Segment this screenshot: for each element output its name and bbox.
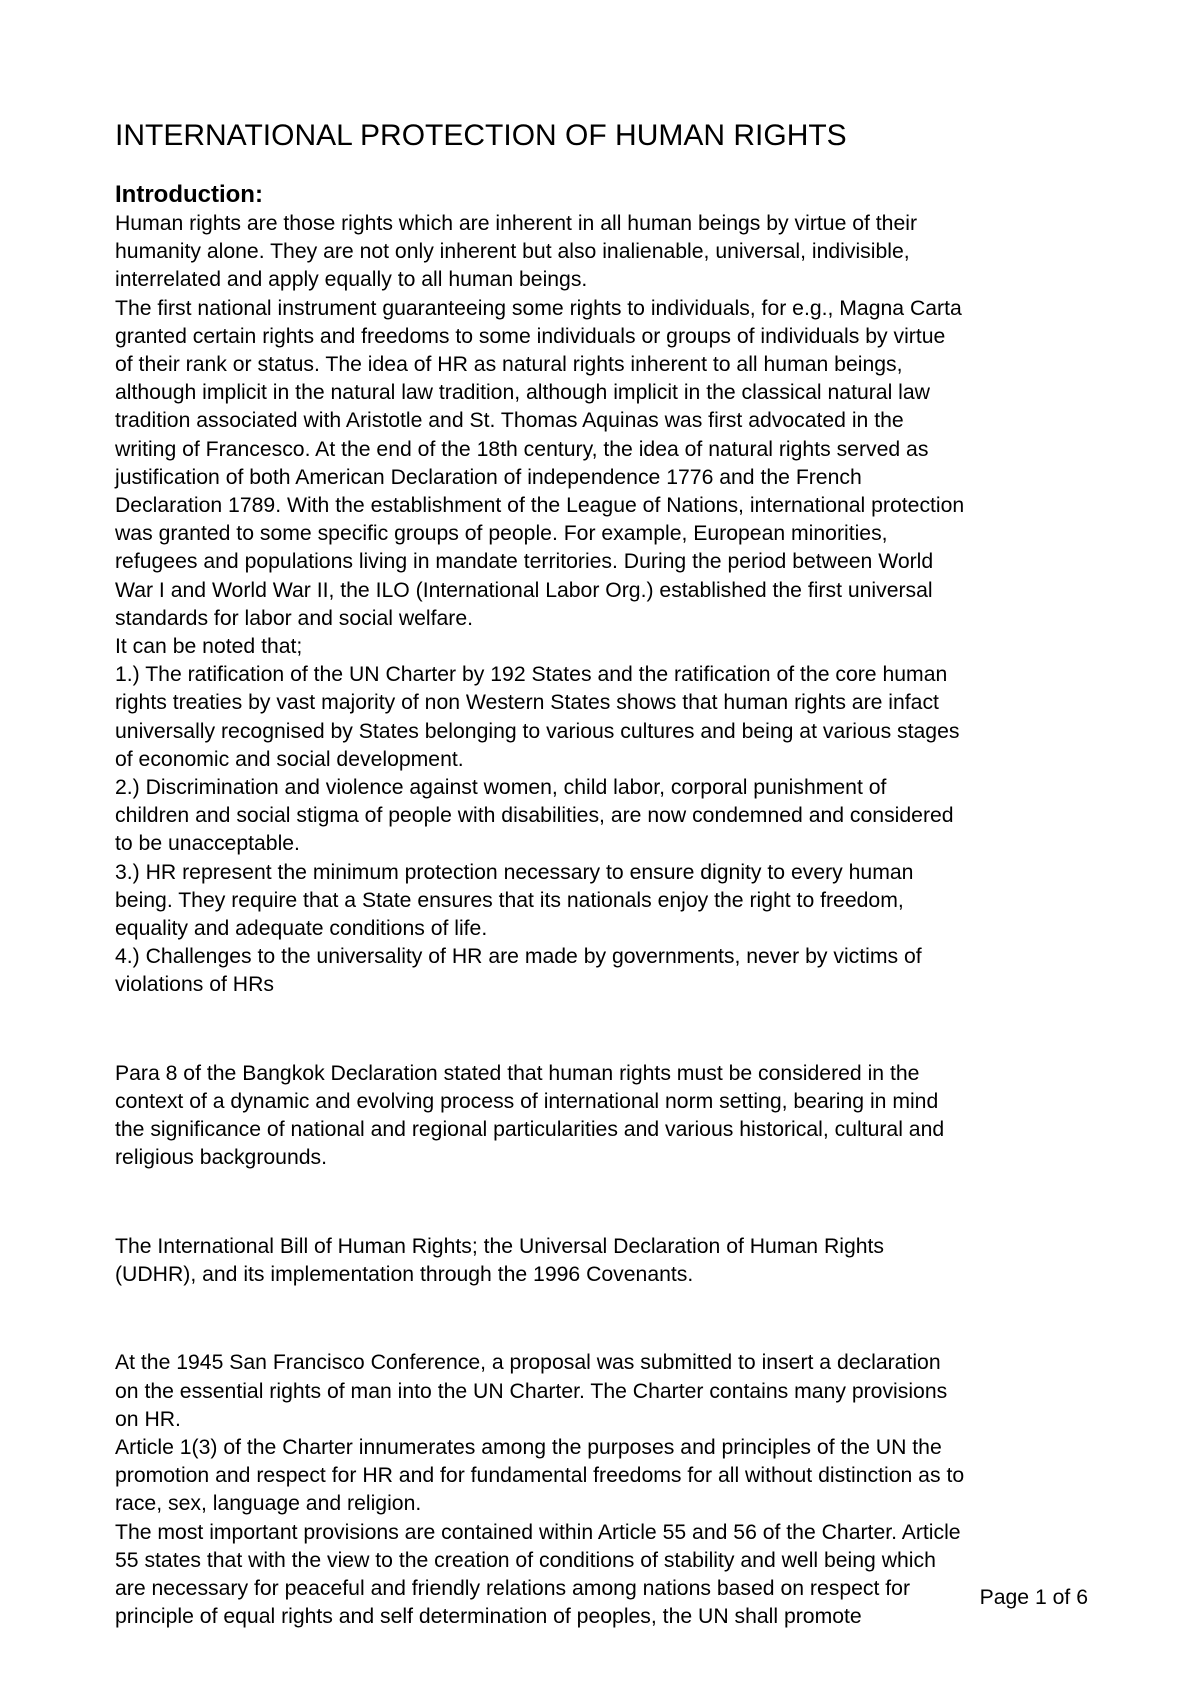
text-line: tradition associated with Aristotle and St. Thomas Aquinas was first advocated in the [115, 409, 904, 433]
text-line: on HR. [115, 1407, 181, 1431]
text-line: being. They require that a State ensures that its nationals enjoy the right to freedom, [115, 888, 904, 912]
text-line: Declaration 1789. With the establishment of the League of Nations, international protection [115, 494, 965, 518]
paragraph-gap [115, 1016, 1095, 1044]
text-line: equality and adequate conditions of life. [115, 917, 488, 941]
text-line: Article 1(3) of the Charter innumerates among the purposes and principles of the UN the [115, 1436, 942, 1460]
text-line: humanity alone. They are not only inherent but also inalienable, universal, indivisible, [115, 240, 910, 264]
text-line: the significance of national and regional particularities and various historical, cultural and [115, 1118, 945, 1142]
text-line: context of a dynamic and evolving process of international norm setting, bearing in mind [115, 1090, 939, 1114]
text-line: although implicit in the natural law tradition, although implicit in the classical natural law [115, 381, 930, 405]
text-line: 1.) The ratification of the UN Charter by 192 States and the ratification of the core human [115, 663, 948, 687]
text-line: It can be noted that; [115, 635, 303, 659]
text-line: (UDHR), and its implementation through the 1996 Covenants. [115, 1263, 694, 1287]
text-line: was granted to some specific groups of people. For example, European minorities, [115, 522, 888, 546]
text-line: universally recognised by States belonging to various cultures and being at various stages [115, 719, 960, 743]
text-line: on the essential rights of man into the UN Charter. The Charter contains many provisions [115, 1379, 948, 1403]
page-content [115, 118, 1095, 1632]
text-line: of their rank or status. The idea of HR as natural rights inherent to all human beings, [115, 353, 903, 377]
text-line: The most important provisions are contained within Article 55 and 56 of the Charter. Article [115, 1520, 961, 1544]
text-line: violations of HRs [115, 973, 274, 997]
text-line: 2.) Discrimination and violence against women, child labor, corporal punishment of [115, 776, 887, 800]
text-line: The first national instrument guaranteeing some rights to individuals, for e.g., Magna Carta [115, 296, 962, 320]
text-line: religious backgrounds. [115, 1146, 327, 1170]
document-title: INTERNATIONAL PROTECTION OF HUMAN RIGHTS [115, 119, 847, 152]
text-line: rights treaties by vast majority of non Western States shows that human rights are infact [115, 691, 939, 715]
paragraph-gap [115, 1189, 1095, 1217]
text-line: At the 1945 San Francisco Conference, a proposal was submitted to insert a declaration [115, 1351, 941, 1375]
text-line: promotion and respect for HR and for fundamental freedoms for all without distinction as to [115, 1464, 965, 1488]
text-line: 3.) HR represent the minimum protection necessary to ensure dignity to every human [115, 860, 914, 884]
text-line: interrelated and apply equally to all human beings. [115, 268, 588, 292]
text-line: race, sex, language and religion. [115, 1492, 422, 1516]
section-heading-introduction: Introduction: [115, 181, 263, 208]
paragraph-gap [115, 1305, 1095, 1333]
text-line: 55 states that with the view to the creation of conditions of stability and well being which [115, 1548, 936, 1572]
text-line: granted certain rights and freedoms to some individuals or groups of individuals by virtue [115, 324, 946, 348]
text-line: to be unacceptable. [115, 832, 300, 856]
text-line: are necessary for peaceful and friendly relations among nations based on respect for [115, 1577, 910, 1601]
text-line: justification of both American Declaration of independence 1776 and the French [115, 465, 862, 489]
page-number: Page 1 of 6 [979, 1586, 1088, 1609]
text-line: principle of equal rights and self determination of peoples, the UN shall promote [115, 1605, 862, 1629]
text-line: The International Bill of Human Rights; the Universal Declaration of Human Rights [115, 1234, 884, 1258]
text-line: writing of Francesco. At the end of the 18th century, the idea of natural rights served as [115, 437, 929, 461]
text-line: Human rights are those rights which are inherent in all human beings by virtue of their [115, 212, 918, 235]
text-line: of economic and social development. [115, 747, 464, 771]
text-line: standards for labor and social welfare. [115, 606, 474, 630]
text-line: Para 8 of the Bangkok Declaration stated that human rights must be considered in the [115, 1061, 920, 1085]
text-line: refugees and populations living in mandate territories. During the period between World [115, 550, 934, 574]
text-line: children and social stigma of people with disabilities, are now condemned and considered [115, 804, 954, 828]
text-line: 4.) Challenges to the universality of HR are made by governments, never by victims of [115, 945, 922, 969]
body-text [115, 210, 1095, 1632]
text-line: War I and World War II, the ILO (International Labor Org.) established the first universal [115, 578, 933, 602]
